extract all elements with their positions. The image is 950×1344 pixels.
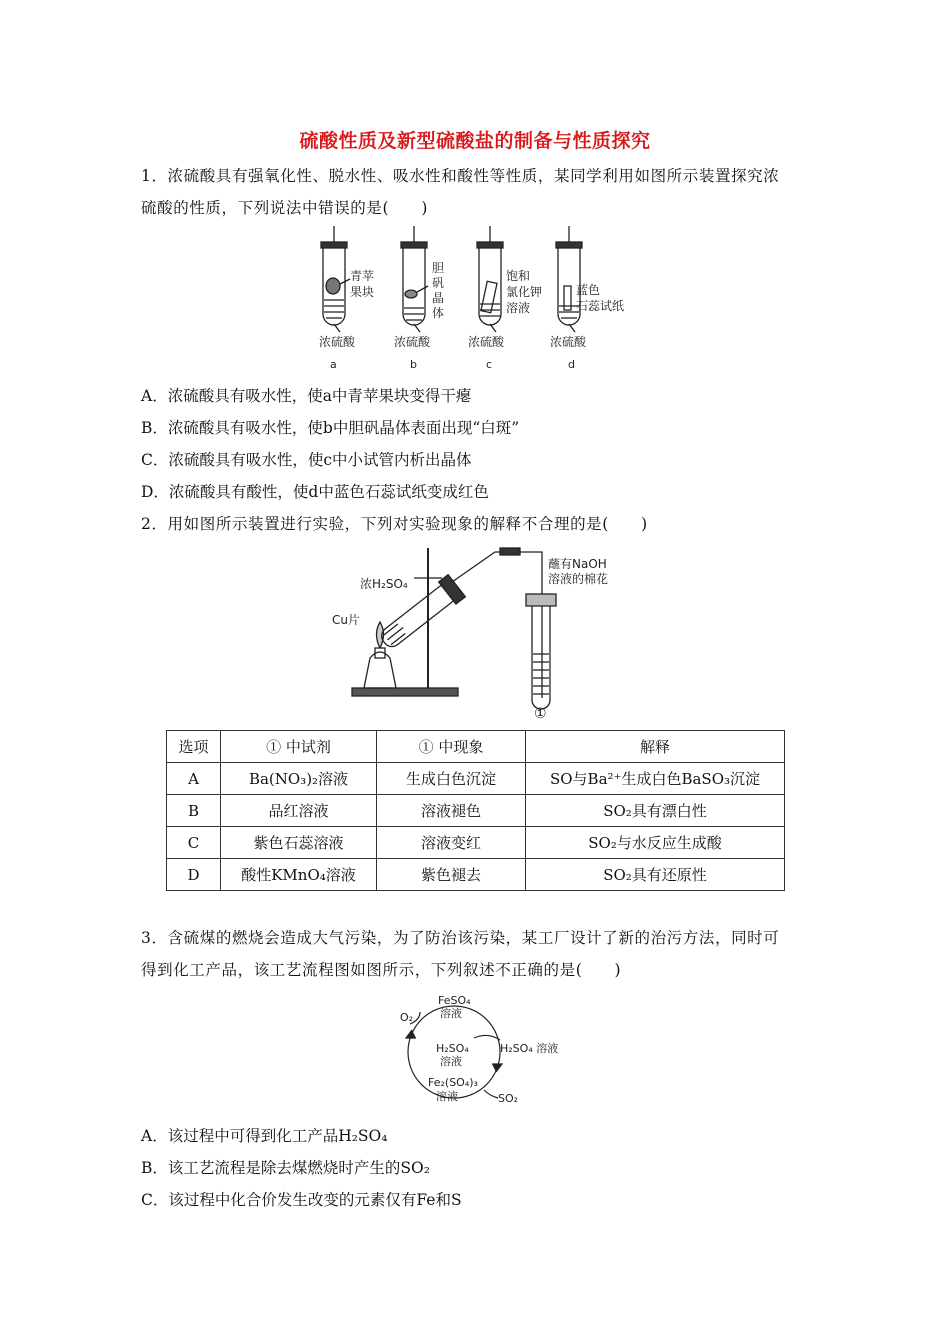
tube-c-bottom: 浓硫酸: [468, 335, 505, 349]
q2-table: [166, 730, 785, 891]
q1-option-c: C．浓硫酸具有吸水性，使c中小试管内析出晶体: [141, 451, 472, 469]
q1-option-d: D．浓硫酸具有酸性，使d中蓝色石蕊试纸变成红色: [141, 483, 489, 501]
table-cell: 紫色褪去: [377, 859, 526, 891]
table-cell: C: [167, 827, 221, 859]
fe2so43-label-2: 溶液: [436, 1090, 458, 1103]
table-row: [167, 795, 785, 827]
h2so4-inner-label-2: 溶液: [440, 1055, 462, 1068]
tube-c-label-3: 溶液: [506, 301, 531, 315]
q1-option-b: B．浓硫酸具有吸水性，使b中胆矾晶体表面出现“白斑”: [141, 419, 520, 437]
tube-d-letter: d: [568, 358, 575, 371]
table-header: ① 中试剂: [221, 731, 377, 763]
table-header-row: [167, 731, 785, 763]
tube-c-label-2: 氯化钾: [506, 285, 543, 299]
q3-option-a: A．该过程中可得到化工产品H₂SO₄: [141, 1127, 388, 1145]
tube-b-letter: b: [410, 358, 417, 371]
tube-c-letter: c: [486, 358, 493, 371]
h2so4-out-label: H₂SO₄ 溶液: [500, 1042, 559, 1055]
acid-label: 浓H₂SO₄: [360, 577, 408, 591]
table-cell: 溶液变红: [377, 827, 526, 859]
tube-d-label-1: 蓝色: [576, 283, 601, 297]
tube-b-label-2: 矾: [432, 276, 445, 290]
q3-cycle-figure: [390, 990, 580, 1108]
table-cell: D: [167, 859, 221, 891]
tube-a-bottom: 浓硫酸: [319, 335, 356, 349]
q1-test-tubes-figure: [310, 224, 640, 374]
table-header: 选项: [167, 731, 221, 763]
fe2so43-label-1: Fe₂(SO₄)₃: [428, 1076, 478, 1089]
q1-stem-line2: 硫酸的性质，下列说法中错误的是( ): [141, 199, 428, 217]
q2-apparatus-figure: [330, 542, 630, 722]
tube-d-bottom: 浓硫酸: [550, 335, 587, 349]
q3-stem-line1: 3．含硫煤的燃烧会造成大气污染，为了防治该污染，某工厂设计了新的治污方法，同时可: [141, 929, 780, 947]
table-cell: SO₂具有漂白性: [526, 795, 785, 827]
table-cell: B: [167, 795, 221, 827]
table-cell: 生成白色沉淀: [377, 763, 526, 795]
table-cell: 紫色石蕊溶液: [221, 827, 377, 859]
cotton-label-2: 溶液的棉花: [548, 572, 609, 586]
feso4-label-2: 溶液: [440, 1007, 462, 1020]
tube-a-label-1: 青苹: [350, 269, 375, 283]
table-cell: Ba(NO₃)₂溶液: [221, 763, 377, 795]
tube-a-label-2: 果块: [350, 285, 375, 299]
q1-stem-line1: 1．浓硫酸具有强氧化性、脱水性、吸水性和酸性等性质，某同学利用如图所示装置探究浓: [141, 167, 780, 185]
q2-stem: 2．用如图所示装置进行实验，下列对实验现象的解释不合理的是( ): [141, 515, 648, 533]
q1-option-a: A．浓硫酸具有吸水性，使a中青苹果块变得干瘪: [141, 387, 472, 405]
table-cell: SO₂与水反应生成酸: [526, 827, 785, 859]
table-row: [167, 859, 785, 891]
q3-option-c: C．该过程中化合价发生改变的元素仅有Fe和S: [141, 1191, 462, 1209]
tube-b-label-1: 胆: [432, 261, 445, 275]
table-cell: SO₂具有还原性: [526, 859, 785, 891]
table-cell: A: [167, 763, 221, 795]
tube-b-label-4: 体: [432, 306, 445, 320]
table-cell: 溶液褪色: [377, 795, 526, 827]
so2-label: SO₂: [498, 1092, 519, 1105]
circle-one-label: ①: [534, 706, 547, 722]
tube-d-label-2: 石蕊试纸: [576, 299, 625, 313]
table-header: 解释: [526, 731, 785, 763]
cotton-label-1: 蘸有NaOH: [548, 557, 607, 571]
table-row: [167, 827, 785, 859]
feso4-label-1: FeSO₄: [438, 994, 471, 1007]
tube-a-letter: a: [330, 358, 337, 371]
q3-option-b: B．该工艺流程是除去煤燃烧时产生的SO₂: [141, 1159, 430, 1177]
table-cell: 酸性KMnO₄溶液: [221, 859, 377, 891]
tube-b-label-3: 晶: [432, 291, 445, 305]
h2so4-inner-label-1: H₂SO₄: [436, 1042, 469, 1055]
table-header: ① 中现象: [377, 731, 526, 763]
page-title: 硫酸性质及新型硫酸盐的制备与性质探究: [299, 130, 651, 152]
table-row: [167, 763, 785, 795]
o2-label: O₂: [400, 1011, 414, 1024]
copper-label: Cu片: [332, 613, 360, 627]
q3-stem-line2: 得到化工产品，该工艺流程图如图所示，下列叙述不正确的是( ): [141, 961, 622, 979]
table-cell: 品红溶液: [221, 795, 377, 827]
tube-c-label-1: 饱和: [506, 269, 531, 283]
tube-b-bottom: 浓硫酸: [394, 335, 431, 349]
table-cell: SO与Ba²⁺生成白色BaSO₃沉淀: [526, 763, 785, 795]
